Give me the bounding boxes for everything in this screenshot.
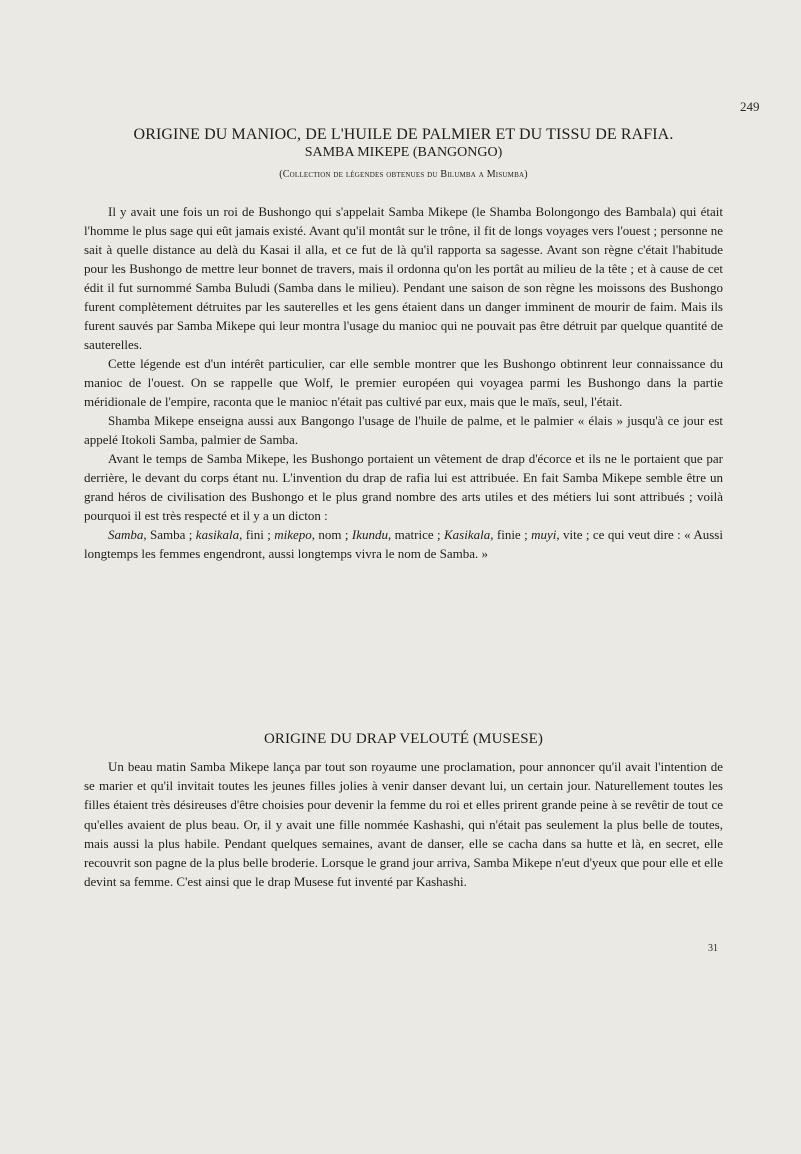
saying-term: Samba	[108, 527, 144, 542]
saying-text: , matrice ;	[388, 527, 444, 542]
signature-mark: 31	[708, 943, 718, 954]
section-body	[84, 757, 723, 891]
story-subtitle: SAMBA MIKEPE (BANGONGO)	[304, 145, 503, 160]
story-heading	[84, 126, 723, 182]
paragraph: Cette légende est d'un intérêt particulier, car elle semble montrer que les Bushongo obtinrent leur connaissance du manioc de l'ouest. On se rappelle que Wolf, le premier européen qui voyagea parmi les Bushongo dans la partie méridionale de l'empire, raconta que le manioc n'était pas cultivé par eux, mais que le maïs, seul, l'était.	[84, 356, 723, 409]
saying-text: , vite ; ce qui veut dire : « Aussi longtemps les femmes engendront, aussi longtemps vivra le nom de Samba. »	[84, 527, 723, 561]
saying-term: Kasikala	[444, 527, 491, 542]
saying-term: kasikala	[195, 527, 240, 542]
story-title: ORIGINE DU MANIOC, DE L'HUILE DE PALMIER ET DU TISSU DE RAFIA.	[133, 126, 674, 143]
saying-term: mikepo	[274, 527, 312, 542]
saying-term: Ikundu	[351, 527, 388, 542]
saying-text: , fini ;	[239, 527, 275, 542]
paragraph: Avant le temps de Samba Mikepe, les Bushongo portaient un vêtement de drap d'écorce et ils ne le portaient que par derrière, le devant du corps étant nu. L'invention du drap de rafia lui est attribuée. En fait Samba Mikepe semble être un grand héros de civilisation des Bushongo et le plus grand nombre des arts utiles et des métiers lui sont attribués ; voilà pourquoi il est très respecté et il y a un dicton :	[84, 451, 723, 523]
saying-text: , Samba ;	[143, 527, 196, 542]
paragraph: Un beau matin Samba Mikepe lança par tout son royaume une proclamation, pour annoncer qu'il avait l'intention de se marier et qu'il invitait toutes les jeunes filles jolies à venir danser devant lui, un certain jour. Naturellement toutes les filles étaient très désireuses d'être choisies pour devenir la femme du roi et elles prirent grande peine à se revêtir de tout ce qu'elles avaient de plus beau. Or, il y avait une fille nommée Kashashi, qui n'était pas seulement la plus belle de toutes, mais aussi la plus habile. Pendant quelques semaines, avant de danser, elle se cacha dans sa hutte et là, en secret, elle recouvrit son pagne de la plus belle broderie. Lorsque le grand jour arriva, Samba Mikepe n'eut d'yeux que pour elle et elle devint sa femme. C'est ainsi que le drap Musese fut inventé par Kashashi.	[84, 759, 723, 890]
saying-text: , nom ;	[311, 527, 352, 542]
section-title: ORIGINE DU DRAP VELOUTÉ (MUSESE)	[263, 731, 544, 747]
story-body	[84, 202, 723, 563]
collection-note: (Collection de légendes obtenues du Bilumba a Misumba)	[279, 169, 528, 180]
saying-term: muyi	[531, 527, 557, 542]
saying-paragraph	[84, 525, 723, 563]
page-number: 249	[740, 99, 760, 114]
paragraph: Il y avait une fois un roi de Bushongo qui s'appelait Samba Mikepe (le Shamba Bolongongo des Bambala) qui était l'homme le plus sage qui eût jamais existé. Avant qu'il montât sur le trône, il fit de longs voyages vers l'ouest ; personne ne sait à quelle distance au delà du Kasai il alla, et ce fut de là qu'il rapporta sa sagesse. Avant son règne c'était l'habitude pour les Bushongo de mettre leur bonnet de travers, mais il ordonna qu'on les portât au milieu de la tête ; et à cause de cet édit il fut surnommé Samba Buludi (Samba dans le milieu). Pendant une saison de son règne les moissons des Bushongo furent complètement détruites par les sauterelles et les gens étaient dans un danger imminent de mourir de faim. Mais ils furent sauvés par Samba Mikepe qui leur montra l'usage du manioc qui ne pouvait pas être détruit par quelque quantité de sauterelles.	[84, 204, 723, 352]
saying-text: , finie ;	[490, 527, 532, 542]
paragraph: Shamba Mikepe enseigna aussi aux Bangongo l'usage de l'huile de palme, et le palmier « élais » jusqu'à ce jour est appelé Itokoli Samba, palmier de Samba.	[84, 413, 723, 447]
